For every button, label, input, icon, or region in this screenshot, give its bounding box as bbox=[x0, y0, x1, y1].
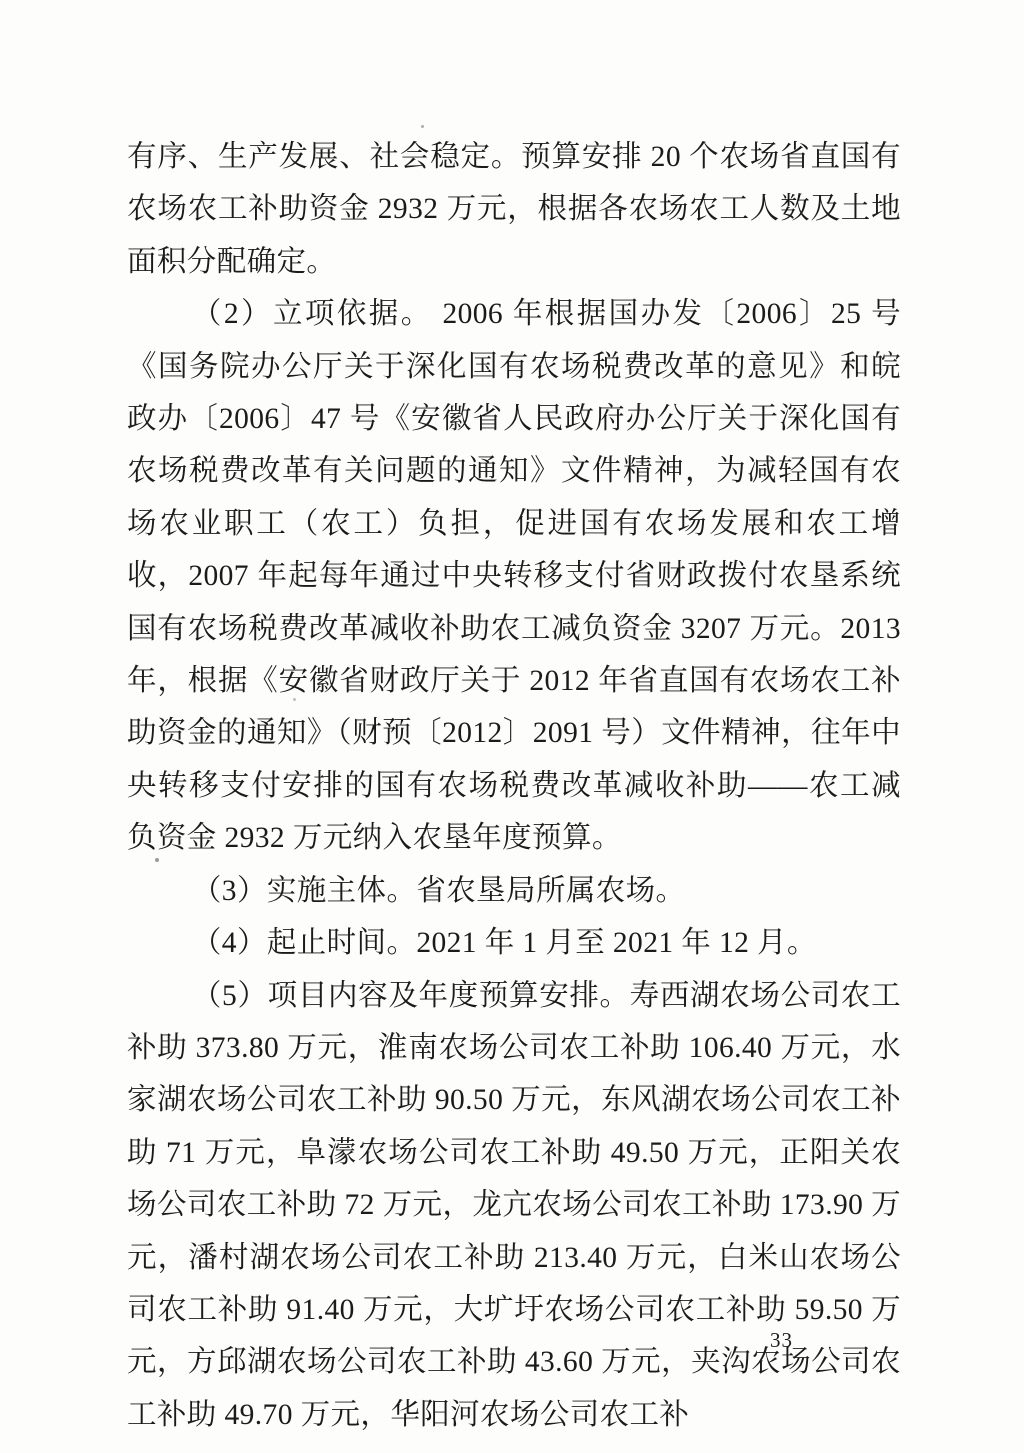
document-body bbox=[127, 131, 901, 1441]
paragraph-item-3-implementer: （3）实施主体。省农垦局所属农场。 bbox=[191, 874, 686, 907]
page-number: 33 bbox=[770, 1328, 793, 1352]
paragraph-continuation: 有序、生产发展、社会稳定。预算安排 20 个农场省直国有农场农工补助资金 2932 万元，根据各农场农工人数及土地面积分配确定。 bbox=[127, 141, 901, 278]
paragraph-item-2-basis: （2）立项依据。 2006 年根据国办发〔2006〕25 号《国务院办公厅关于深化国有农场税费改革的意见》和皖政办〔2006〕47 号《安徽省人民政府办公厅关于深化国有农场税费改革有关问题的通知》文件精神，为减轻国有农场农业职工（农工）负担，促进国有农场发展和农工增收，2007 年起每年通过中央转移支付省财政拨付农垦系统国有农场税费改革减收补助农工减负资金 3207 万元。2013 年，根据《安徽省财政厅关于 2012 年省直国有农场农工补助资金的通知》（财预〔2012〕2091 号）文件精神，往年中央转移支付安排的国有农场税费改革减收补助——农工减负资金 2932 万元纳入农垦年度预算。 bbox=[127, 298, 901, 855]
scan-speck bbox=[293, 698, 296, 701]
paragraph-item-5-budget: （5）项目内容及年度预算安排。寿西湖农场公司农工补助 373.80 万元，淮南农场公司农工补助 106.40 万元，水家湖农场公司农工补助 90.50 万元，东风湖农场公司农工补助 71 万元，阜濛农场公司农工补助 49.50 万元，正阳关农场公司农工补助 72 万元，龙亢农场公司农工补助 173.90 万元，潘村湖农场公司农工补助 213.40 万元，白米山农场公司农工补助 91.40 万元，大圹圩农场公司农工补助 59.50 万元，方邱湖农场公司农工补助 43.60 万元，夹沟农场公司农工补助 49.70 万元，华阳河农场公司农工补 bbox=[127, 979, 901, 1431]
scan-speck bbox=[155, 858, 159, 862]
paragraph-item-4-timeframe: （4）起止时间。2021 年 1 月至 2021 年 12 月。 bbox=[191, 927, 817, 960]
scan-speck bbox=[421, 125, 424, 128]
